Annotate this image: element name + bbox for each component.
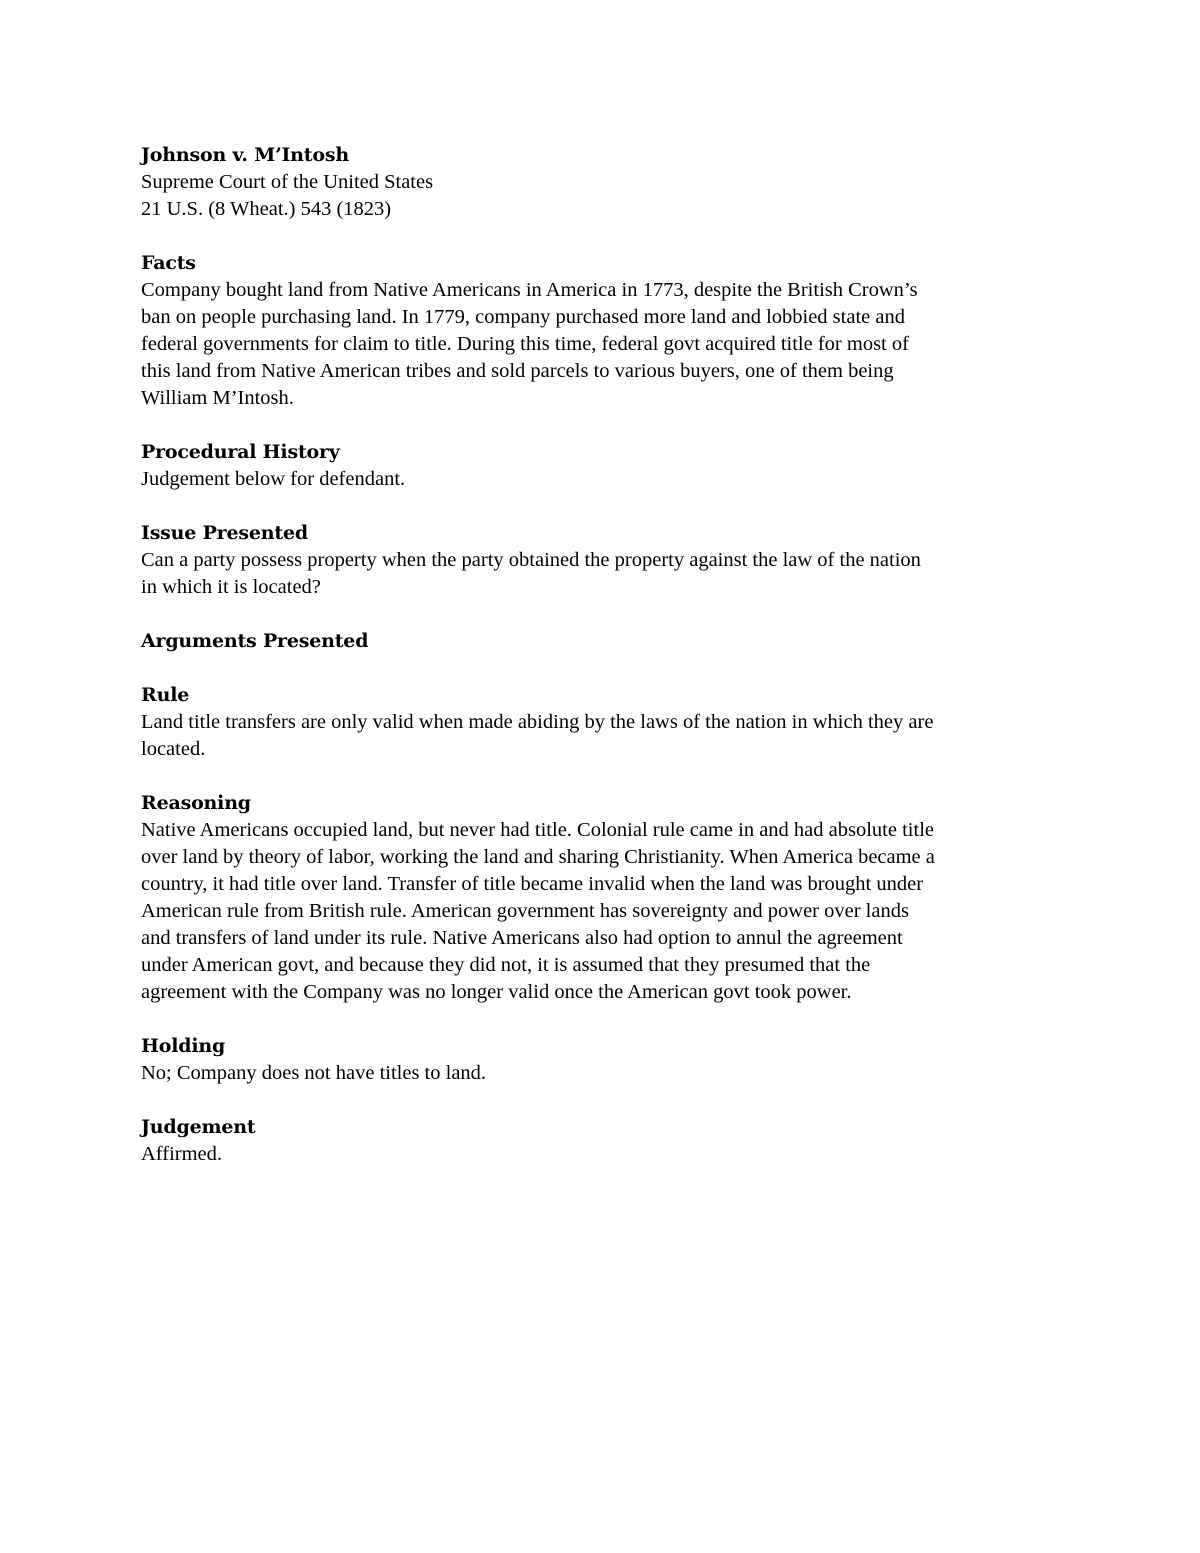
section-rule bbox=[141, 682, 1061, 763]
spacer bbox=[141, 223, 1061, 250]
reasoning-line: American rule from British rule. American government has sovereignty and power over lands bbox=[141, 900, 909, 922]
section-heading: Arguments Presented bbox=[141, 630, 369, 652]
facts-line: ban on people purchasing land. In 1779, company purchased more land and lobbied state and bbox=[141, 306, 905, 328]
reasoning-line: country, it had title over land. Transfer of title became invalid when the land was brought under bbox=[141, 873, 924, 895]
section-heading: Issue Presented bbox=[141, 522, 308, 544]
spacer bbox=[141, 655, 1061, 682]
spacer bbox=[141, 601, 1061, 628]
issue-line: in which it is located? bbox=[141, 576, 321, 598]
section-facts bbox=[141, 250, 1061, 412]
reasoning-line: over land by theory of labor, working the land and sharing Christianity. When America became a bbox=[141, 846, 935, 868]
section-arguments-presented bbox=[141, 628, 1061, 655]
section-heading: Holding bbox=[141, 1035, 226, 1057]
case-citation: 21 U.S. (8 Wheat.) 543 (1823) bbox=[141, 198, 392, 220]
document-body bbox=[141, 142, 1061, 1168]
judgement-line: Affirmed. bbox=[141, 1143, 223, 1165]
reasoning-line: and transfers of land under its rule. Native Americans also had option to annul the agreement bbox=[141, 927, 903, 949]
section-procedural-history bbox=[141, 439, 1061, 493]
reasoning-line: under American govt, and because they did not, it is assumed that they presumed that the bbox=[141, 954, 871, 976]
reasoning-line: agreement with the Company was no longer valid once the American govt took power. bbox=[141, 981, 852, 1003]
facts-line: federal governments for claim to title. During this time, federal govt acquired title for most of bbox=[141, 333, 909, 355]
rule-line: located. bbox=[141, 738, 206, 760]
facts-line: Company bought land from Native Americans in America in 1773, despite the British Crown’s bbox=[141, 279, 918, 301]
holding-line: No; Company does not have titles to land. bbox=[141, 1062, 487, 1084]
reasoning-line: Native Americans occupied land, but never had title. Colonial rule came in and had absolute title bbox=[141, 819, 934, 841]
section-heading: Facts bbox=[141, 252, 196, 274]
court-name: Supreme Court of the United States bbox=[141, 171, 434, 193]
facts-line: this land from Native American tribes and sold parcels to various buyers, one of them being bbox=[141, 360, 894, 382]
issue-line: Can a party possess property when the party obtained the property against the law of the nation bbox=[141, 549, 921, 571]
spacer bbox=[141, 763, 1061, 790]
section-heading: Procedural History bbox=[141, 441, 340, 463]
section-holding bbox=[141, 1033, 1061, 1087]
procedural-history-line: Judgement below for defendant. bbox=[141, 468, 406, 490]
section-reasoning bbox=[141, 790, 1061, 1006]
spacer bbox=[141, 1006, 1061, 1033]
spacer bbox=[141, 493, 1061, 520]
rule-line: Land title transfers are only valid when made abiding by the laws of the nation in which they are bbox=[141, 711, 934, 733]
spacer bbox=[141, 1087, 1061, 1114]
case-header bbox=[141, 142, 1061, 223]
case-title: Johnson v. M’Intosh bbox=[141, 144, 349, 166]
section-heading: Reasoning bbox=[141, 792, 251, 814]
section-judgement bbox=[141, 1114, 1061, 1168]
spacer bbox=[141, 412, 1061, 439]
section-heading: Rule bbox=[141, 684, 190, 706]
facts-line: William M’Intosh. bbox=[141, 387, 294, 409]
section-issue-presented bbox=[141, 520, 1061, 601]
section-heading: Judgement bbox=[141, 1116, 256, 1138]
